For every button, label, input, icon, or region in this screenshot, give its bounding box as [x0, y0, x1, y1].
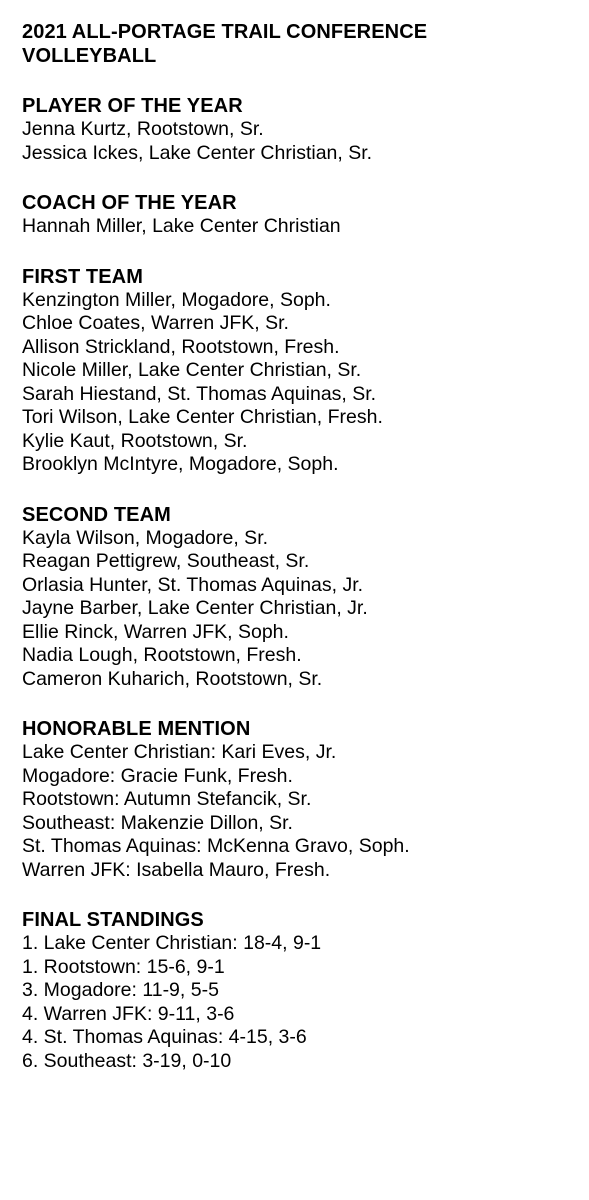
- list-item: Orlasia Hunter, St. Thomas Aquinas, Jr.: [22, 573, 364, 596]
- list-item: 4. Warren JFK: 9-11, 3-6: [22, 1002, 235, 1025]
- section-honorable-mention: [22, 717, 589, 882]
- list-item: Brooklyn McIntyre, Mogadore, Soph.: [22, 453, 339, 475]
- list-item: Allison Strickland, Rootstown, Fresh.: [22, 335, 340, 358]
- section-player-of-the-year: [22, 94, 589, 165]
- title-line-1: 2021 ALL-PORTAGE TRAIL CONFERENCE: [22, 21, 428, 43]
- section-heading: SECOND TEAM: [22, 503, 171, 526]
- section-heading: COACH OF THE YEAR: [22, 192, 237, 214]
- sections-container: [22, 94, 589, 1073]
- list-item: Southeast: Makenzie Dillon, Sr.: [22, 811, 293, 834]
- list-item: Rootstown: Autumn Stefancik, Sr.: [22, 788, 312, 810]
- entry-list: [22, 527, 589, 692]
- entry-list: [22, 741, 589, 882]
- list-item: 6. Southeast: 3-19, 0-10: [22, 1049, 232, 1072]
- section-final-standings: [22, 908, 589, 1073]
- list-item: Jayne Barber, Lake Center Christian, Jr.: [22, 597, 368, 619]
- list-item: Reagan Pettigrew, Southeast, Sr.: [22, 550, 310, 572]
- document-title: [22, 20, 589, 68]
- entry-list: [22, 215, 589, 239]
- list-item: 1. Lake Center Christian: 18-4, 9-1: [22, 932, 322, 954]
- list-item: Mogadore: Gracie Funk, Fresh.: [22, 764, 293, 787]
- list-item: Chloe Coates, Warren JFK, Sr.: [22, 312, 289, 334]
- section-heading: FIRST TEAM: [22, 265, 143, 288]
- list-item: 4. St. Thomas Aquinas: 4-15, 3-6: [22, 1026, 307, 1048]
- entry-list: [22, 932, 589, 1073]
- entry-list: [22, 118, 589, 165]
- list-item: Warren JFK: Isabella Mauro, Fresh.: [22, 858, 331, 881]
- list-item: Tori Wilson, Lake Center Christian, Fresh.: [22, 406, 383, 428]
- section-heading: FINAL STANDINGS: [22, 909, 204, 931]
- list-item: Kylie Kaut, Rootstown, Sr.: [22, 429, 248, 452]
- section-second-team: [22, 503, 589, 692]
- section-heading: PLAYER OF THE YEAR: [22, 95, 243, 117]
- list-item: Hannah Miller, Lake Center Christian: [22, 215, 341, 237]
- title-line-2: VOLLEYBALL: [22, 45, 157, 67]
- list-item: Jessica Ickes, Lake Center Christian, Sr.: [22, 141, 373, 164]
- list-item: Ellie Rinck, Warren JFK, Soph.: [22, 620, 289, 643]
- list-item: Sarah Hiestand, St. Thomas Aquinas, Sr.: [22, 382, 377, 405]
- list-item: Kayla Wilson, Mogadore, Sr.: [22, 526, 269, 549]
- list-item: 3. Mogadore: 11-9, 5-5: [22, 979, 219, 1001]
- list-item: Jenna Kurtz, Rootstown, Sr.: [22, 118, 264, 140]
- section-first-team: [22, 265, 589, 477]
- section-heading: HONORABLE MENTION: [22, 718, 251, 740]
- list-item: Nadia Lough, Rootstown, Fresh.: [22, 644, 302, 666]
- entry-list: [22, 289, 589, 477]
- list-item: Nicole Miller, Lake Center Christian, Sr.: [22, 359, 362, 381]
- list-item: Kenzington Miller, Mogadore, Soph.: [22, 288, 331, 311]
- list-item: Lake Center Christian: Kari Eves, Jr.: [22, 741, 337, 763]
- section-coach-of-the-year: [22, 191, 589, 239]
- list-item: St. Thomas Aquinas: McKenna Gravo, Soph.: [22, 835, 410, 857]
- list-item: Cameron Kuharich, Rootstown, Sr.: [22, 667, 323, 690]
- list-item: 1. Rootstown: 15-6, 9-1: [22, 955, 225, 978]
